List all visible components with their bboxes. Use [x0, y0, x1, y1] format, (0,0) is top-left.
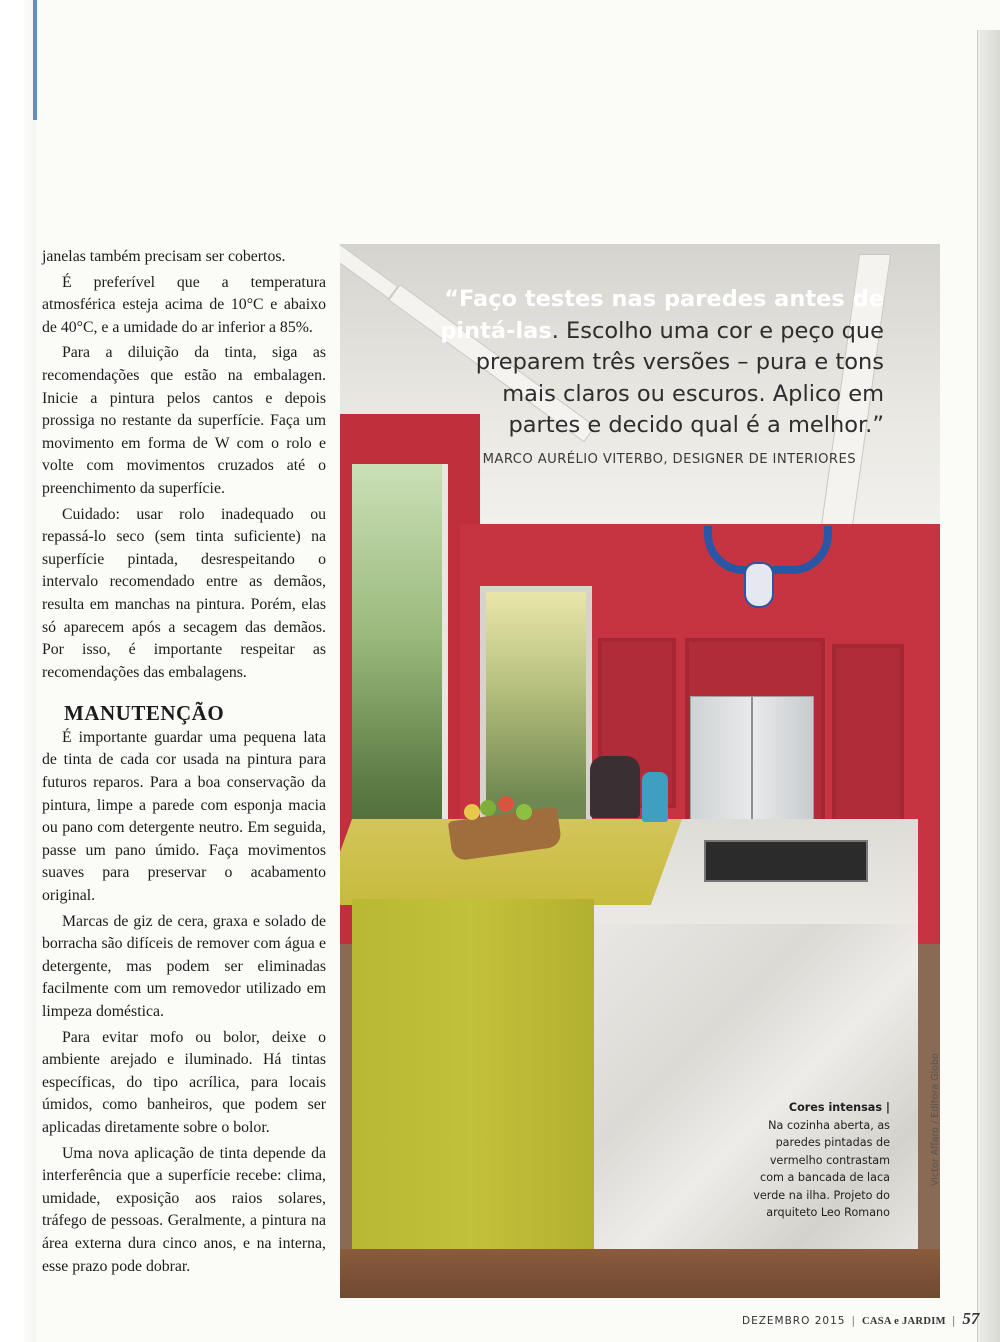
paragraph: Marcas de giz de cera, graxa e solado de borracha são difíceis de remover com água e detergente, mas podem ser eliminadas facilmente com um removedor utilizado em limpeza doméstica. — [42, 912, 326, 1020]
paragraph: Cuidado: usar rolo inadequado ou repassá-lo seco (sem tinta suficiente) na superfície pintada, desrespeitando o intervalo recomendado entre as demãos, resulta em manchas na pintura. Porém, elas só aparecem após a secagem das demãos. Por isso, é importante respeitar as recomendações das embalagens. — [42, 505, 326, 681]
pull-quote-author: MARCO AURÉLIO VITERBO, DESIGNER DE INTERIORES — [482, 452, 856, 467]
pull-quote — [424, 284, 884, 442]
paragraph: Para a diluição da tinta, siga as recomendações que estão na embalagen. Inicie a pintura pelos cantos e depois prossiga no restante da superfície. Faça um movimento em forma de W com o rolo e volte com movimentos cruzados até o preenchimento da superfície. — [42, 344, 326, 497]
footer-brand: CASA e JARDIM — [861, 1316, 946, 1327]
photo-fruit — [464, 804, 480, 820]
photo-mixer — [590, 756, 640, 818]
paragraph: É preferível que a temperatura atmosférica esteja acima de 10°C e abaixo de 40°C, e a umidade do ar inferior a 85%. — [42, 273, 326, 336]
photo-bull-skull — [744, 562, 774, 608]
photo-fruit — [498, 796, 514, 812]
photo-cooktop — [704, 840, 868, 882]
photo-floor — [340, 1249, 940, 1298]
pull-quote-text: . Escolho uma cor e peço que preparem três versões – pura e tons mais claros ou escuros. Aplico em partes e decido qual é a melhor.” — [475, 317, 884, 438]
photo-fridge — [690, 696, 814, 826]
page-edge-right — [977, 30, 1000, 1342]
photo-fruit — [516, 804, 532, 820]
photo-caption — [744, 1099, 890, 1222]
photo-credit: Victor Affaro / Editora Globo — [930, 1053, 941, 1186]
footer-separator: | — [951, 1315, 957, 1327]
caption-title: Cores intensas | — [788, 1101, 890, 1114]
caption-text: Na cozinha aberta, as paredes pintadas de vermelho contrastam com a bancada de laca verde na ilha. Projeto do arquiteto Leo Romano — [753, 1118, 890, 1219]
page-margin-left — [0, 0, 36, 1342]
paragraph: Para evitar mofo ou bolor, deixe o ambiente arejado e iluminado. Há tintas específicas, do tipo acrílica, para locais úmidos, como banheiros, que podem ser aplicadas diretamente sobre o bolor. — [42, 1028, 326, 1136]
page-number: 57 — [962, 1309, 980, 1328]
footer-date: DEZEMBRO 2015 — [742, 1315, 846, 1327]
kitchen-photo — [340, 244, 940, 1298]
photo-kettle — [642, 772, 668, 822]
footer-separator: | — [851, 1315, 856, 1327]
article-column — [42, 246, 326, 1281]
paragraph: É importante guardar uma pequena lata de tinta de cada cor usada na pintura para futuros reparos. Para a boa conservação da pintura, limpe a parede com esponja macia ou pano com detergente neutro. Em seguida, passe um pano úmido. Faça movimentos suaves para preservar o acabamento original. — [42, 728, 326, 905]
paragraph: janelas também precisam ser cobertos. — [42, 248, 286, 265]
page-footer — [742, 1309, 979, 1327]
photo-green-island — [352, 899, 594, 1259]
section-heading: MANUTENÇÃO — [64, 701, 225, 726]
binding-strip — [33, 0, 37, 120]
paragraph: Uma nova aplicação de tinta depende da interferência que a superfície recebe: clima, umidade, exposição aos raios solares, tráfego de pessoas. Geralmente, a pintura na área externa dura cinco anos, e na interna, esse prazo pode dobrar. — [42, 1144, 326, 1275]
pull-quote-highlight: “Faço testes nas paredes antes de pintá-las — [440, 286, 884, 344]
photo-fruit — [480, 800, 496, 816]
